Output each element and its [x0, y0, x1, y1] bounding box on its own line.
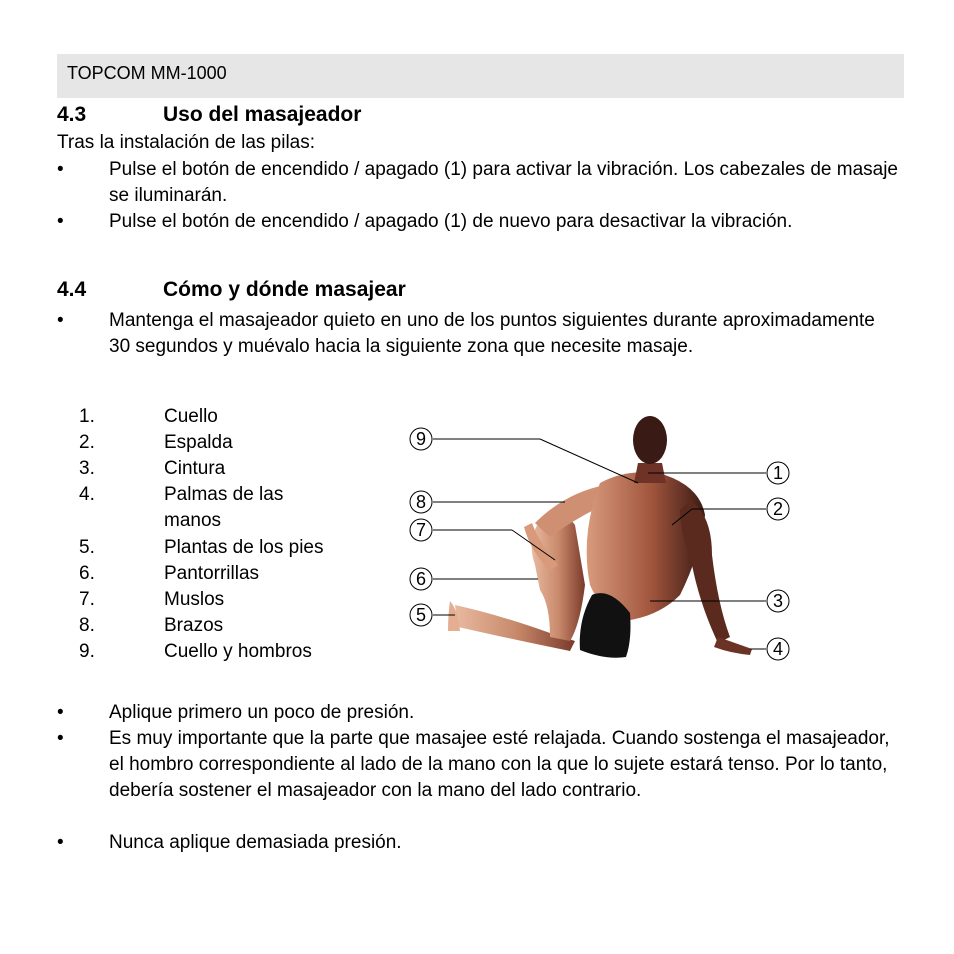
intro-text: Tras la instalación de las pilas: — [57, 132, 316, 153]
callout-3: 3 — [772, 591, 784, 611]
bullet-text: Mantenga el masajeador quieto en uno de los puntos siguientes durante aproximadamente 30 segundos y muévalo hacia la siguiente zona que necesite masaje. — [109, 310, 875, 357]
list-number: 2. — [79, 432, 95, 453]
head — [633, 416, 667, 464]
list-number: 5. — [79, 537, 95, 558]
callout-4: 4 — [772, 639, 784, 659]
bullet-icon: • — [57, 159, 64, 180]
leader-line-9b — [540, 439, 638, 483]
list-number: 1. — [79, 406, 95, 427]
callout-8: 8 — [415, 492, 427, 512]
section-heading-4-4 — [57, 278, 557, 304]
list-label: Pantorrillas — [164, 563, 260, 584]
header-bar — [57, 54, 904, 98]
list-number: 9. — [79, 641, 95, 662]
bullet-icon: • — [57, 211, 64, 232]
bullet-text: Nunca aplique demasiada presión. — [109, 832, 402, 853]
list-item — [57, 157, 907, 209]
section-title: Uso del masajeador — [163, 103, 362, 126]
callout-9: 9 — [415, 429, 427, 449]
list-label: Brazos — [164, 615, 224, 636]
bullet-icon: • — [57, 702, 64, 723]
bullet-icon: • — [57, 728, 64, 749]
bullet-text: Aplique primero un poco de presión. — [109, 702, 415, 723]
list-label: Cuello y hombros — [164, 641, 312, 662]
list-item — [57, 726, 907, 830]
list-number: 8. — [79, 615, 95, 636]
list-item — [57, 830, 907, 856]
list-label: Cuello — [164, 406, 218, 427]
list-label: Cintura — [164, 458, 226, 479]
callout-1: 1 — [772, 463, 784, 483]
list-item — [57, 308, 907, 386]
list-item — [57, 700, 907, 726]
callout-6: 6 — [415, 569, 427, 589]
section-number: 4.4 — [57, 278, 87, 301]
bullet-text: Pulse el botón de encendido / apagado (1) para activar la vibración. Los cabezales de masaje se iluminarán. — [109, 159, 899, 206]
callout-7: 7 — [415, 520, 427, 540]
section-number: 4.3 — [57, 103, 87, 126]
bullet-icon: • — [57, 310, 64, 331]
massage-points-illustration — [400, 405, 800, 670]
callout-5: 5 — [415, 605, 427, 625]
bullet-text: Es muy importante que la parte que masajee esté relajada. Cuando sostenga el masajeador, el hombro correspondiente al lado de la mano con la que lo sujete estará tenso. Por lo tanto, debería sostener el masajeador con la mano del lado contrario. — [109, 728, 890, 801]
list-label: Palmas de las manos — [164, 484, 284, 531]
list-label: Plantas de los pies — [164, 537, 324, 558]
callout-2: 2 — [772, 499, 784, 519]
list-item — [57, 209, 907, 261]
list-number: 4. — [79, 484, 95, 505]
list-number: 3. — [79, 458, 95, 479]
list-number: 7. — [79, 589, 95, 610]
list-label: Espalda — [164, 432, 233, 453]
list-label: Muslos — [164, 589, 225, 610]
bullet-text: Pulse el botón de encendido / apagado (1) de nuevo para desactivar la vibración. — [109, 211, 793, 232]
bullet-icon: • — [57, 832, 64, 853]
section-heading-4-3 — [57, 103, 557, 129]
header-title: TOPCOM MM-1000 — [67, 63, 227, 83]
hand-right — [714, 637, 752, 655]
section-title: Cómo y dónde masajear — [163, 278, 406, 301]
list-number: 6. — [79, 563, 95, 584]
